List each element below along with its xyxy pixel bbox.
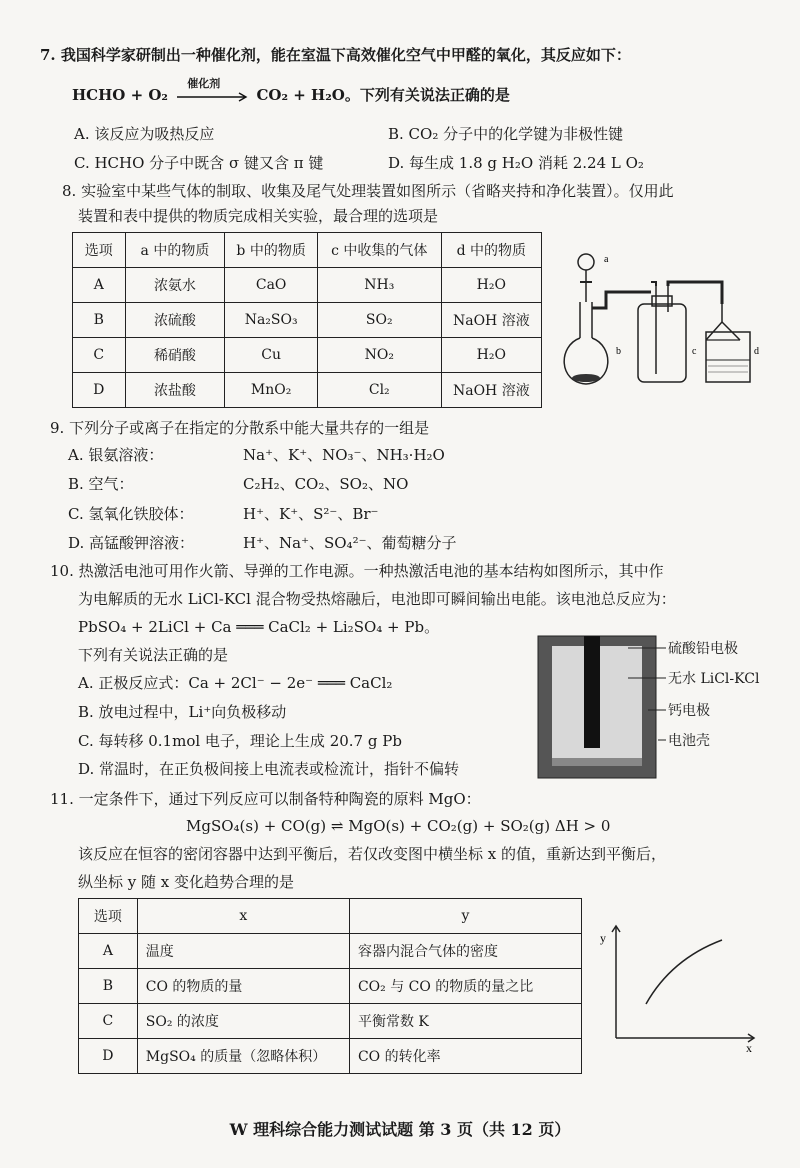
q9-option-a-value: Na⁺、K⁺、NO₃⁻、NH₃·H₂O [243,446,445,464]
q11-stem-line3: 纵坐标 y 随 x 变化趋势合理的是 [78,873,295,891]
q9-option-c-label: C. 氢氧化铁胶体： [68,505,194,523]
q7-option-c: C. HCHO 分子中既含 σ 键又含 π 键 [74,154,324,172]
q10-option-a: A. 正极反应式：Ca + 2Cl⁻ − 2e⁻ ═══ CaCl₂ [78,674,393,692]
table-cell: NaOH 溶液 [441,303,541,338]
q7-option-a: A. 该反应为吸热反应 [74,125,215,143]
table-cell: H₂O [441,268,541,303]
table-cell: B [73,303,126,338]
q8-header-cell: a 中的物质 [125,233,225,268]
table-row [79,1004,582,1039]
q7-option-d: D. 每生成 1.8 g H₂O 消耗 2.24 L O₂ [388,154,644,172]
table-cell: NaOH 溶液 [441,373,541,408]
q8-stem-line1: 8. 实验室中某些气体的制取、收集及尾气处理装置如图所示（省略夹持和净化装置）。仅用此 [62,182,674,200]
table-cell: 浓硫酸 [125,303,225,338]
table-row [79,934,582,969]
table-cell: A [73,268,126,303]
q11-header-cell: 选项 [79,899,138,934]
table-row [73,303,542,338]
table-cell: 温度 [137,934,349,969]
table-cell: MnO₂ [225,373,317,408]
q11-header-cell: x [137,899,349,934]
battery-leader-lines [628,646,668,766]
q8-table [72,232,542,408]
table-row [79,1039,582,1074]
page-footer: W 理科综合能力测试试题 第 3 页（共 12 页） [229,1120,571,1139]
q8-header-cell: 选项 [73,233,126,268]
table-cell: C [79,1004,138,1039]
table-cell: H₂O [441,338,541,373]
table-cell: CO₂ 与 CO 的物质的量之比 [349,969,581,1004]
q11-header-cell: y [349,899,581,934]
battery-label-shell: 电池壳 [668,733,710,749]
table-cell: Cu [225,338,317,373]
q11-stem-line2: 该反应在恒容的密闭容器中达到平衡后，若仅改变图中横坐标 x 的值，重新达到平衡后， [78,845,666,863]
table-cell: 浓盐酸 [125,373,225,408]
q11-table [78,898,582,1074]
q10-option-c: C. 每转移 0.1mol 电子，理论上生成 20.7 g Pb [78,732,402,750]
apparatus-label-c: c [692,346,697,357]
table-row [73,338,542,373]
q11-stem-line1: 11. 一定条件下，通过下列反应可以制备特种陶瓷的原料 MgO： [50,790,481,808]
apparatus-label-b: b [616,346,621,357]
q8-header-cell: c 中收集的气体 [317,233,441,268]
graph-y-axis-label: y [600,931,606,945]
table-cell: B [79,969,138,1004]
graph-x-axis-label: x [746,1041,752,1055]
q7-equation [72,77,510,107]
q9-option-a-label: A. 银氨溶液： [68,446,164,464]
q9-option-c-value: H⁺、K⁺、S²⁻、Br⁻ [243,505,379,523]
q8-header-cell: b 中的物质 [225,233,317,268]
q10-stem-line2: 为电解质的无水 LiCl-KCl 混合物受热熔融后，电池即可瞬间输出电能。该电池总反应为： [78,590,676,608]
table-cell: CO 的转化率 [349,1039,581,1074]
q11-table-header [79,899,582,934]
q8-stem-line2: 装置和表中提供的物质完成相关实验，最合理的选项是 [78,207,439,225]
table-cell: 平衡常数 K [349,1004,581,1039]
battery-label-ca-electrode: 钙电极 [668,703,710,719]
q7-eq-left: HCHO + O₂ [72,86,168,104]
q8-header-cell: d 中的物质 [441,233,541,268]
q7-eq-right: CO₂ + H₂O。下列有关说法正确的是 [256,86,510,104]
q10-stem-line3: 下列有关说法正确的是 [78,646,229,664]
q9-option-b-value: C₂H₂、CO₂、SO₂、NO [243,475,409,493]
table-cell: 容器内混合气体的密度 [349,934,581,969]
q9-option-d-value: H⁺、Na⁺、SO₄²⁻、葡萄糖分子 [243,534,457,552]
q8-table-header [73,233,542,268]
q9-option-b-label: B. 空气： [68,475,134,493]
q9-stem: 9. 下列分子或离子在指定的分散系中能大量共存的一组是 [50,419,430,437]
table-cell: Cl₂ [317,373,441,408]
table-cell: MgSO₄ 的质量（忽略体积） [137,1039,349,1074]
table-row [73,268,542,303]
apparatus-label-a: a [604,254,609,265]
q11-equation: MgSO₄(s) + CO(g) ⇌ MgO(s) + CO₂(g) + SO₂(g) ΔH > 0 [186,817,611,835]
apparatus-label-d: d [754,346,759,357]
q7-catalyst-label: 催化剂 [187,77,221,90]
q10-equation: PbSO₄ + 2LiCl + Ca ═══ CaCl₂ + Li₂SO₄ + Pb。 [78,618,440,636]
q10-stem-line1: 10. 热激活电池可用作火箭、导弹的工作电源。一种热激活电池的基本结构如图所示，其中作 [50,562,664,580]
table-cell: NO₂ [317,338,441,373]
table-cell: A [79,934,138,969]
table-cell: CaO [225,268,317,303]
q11-trend-graph [600,918,762,1055]
q9-option-d-label: D. 高锰酸钾溶液： [68,534,195,552]
q10-option-b: B. 放电过程中，Li⁺向负极移动 [78,703,287,721]
table-cell: NH₃ [317,268,441,303]
q10-option-d: D. 常温时，在正负极间接上电流表或检流计，指针不偏转 [78,760,460,778]
q7-catalyst-arrow [173,77,251,107]
table-cell: D [79,1039,138,1074]
table-cell: CO 的物质的量 [137,969,349,1004]
table-cell: 稀硝酸 [125,338,225,373]
battery-label-electrolyte: 无水 LiCl-KCl [668,671,760,687]
table-cell: SO₂ 的浓度 [137,1004,349,1039]
q7-option-b: B. CO₂ 分子中的化学键为非极性键 [388,125,624,143]
table-cell: D [73,373,126,408]
q7-stem: 7. 我国科学家研制出一种催化剂，能在室温下高效催化空气中甲醛的氧化，其反应如下： [40,46,631,64]
table-row [79,969,582,1004]
q8-apparatus-diagram [556,242,766,402]
table-cell: 浓氨水 [125,268,225,303]
battery-label-pbso4-electrode: 硫酸铅电极 [668,641,738,657]
table-cell: SO₂ [317,303,441,338]
table-cell: C [73,338,126,373]
table-cell: Na₂SO₃ [225,303,317,338]
table-row [73,373,542,408]
